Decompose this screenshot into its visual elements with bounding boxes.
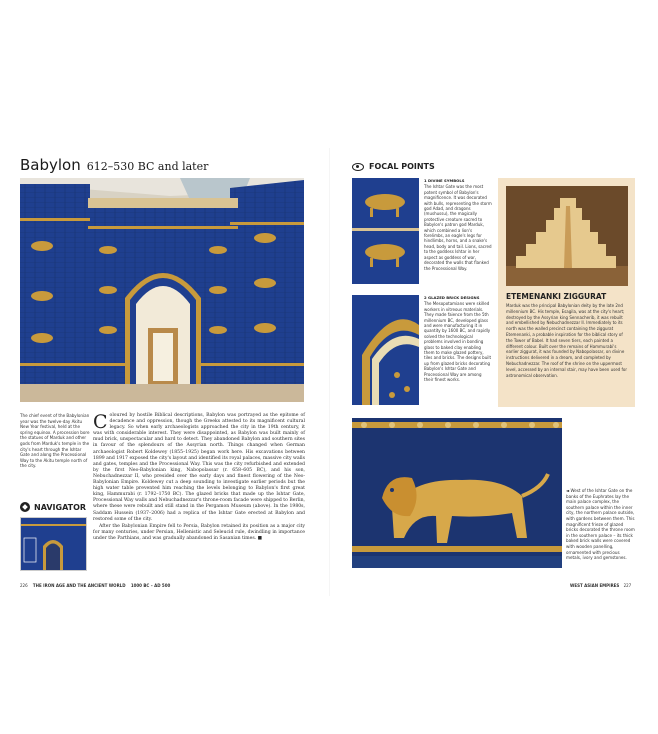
focal-point-2-title: 2 GLAZED BRICK DESIGNS: [424, 295, 480, 300]
left-running-dates: 1000 BC – AD 500: [130, 583, 171, 588]
end-mark: ■: [257, 535, 263, 541]
ziggurat-text: Marduk was the principal Babylonian deity by the late 2nd millennium BC. His temple, Esagila, was at the city's heart; destroyed by the Assyrian king Sennacherib, it was rebuilt and embellished by Nebuchadnezzar II. Immediately to its north was the walled precinct containing the ziggurat Etemenanki, a probable inspiration for the biblical story of the Tower of Babel. It had seven tiers, each painted a different colour. Built over the remains of Hammurabi's earlier ziggurat, it was founded by Nabopolassar, on divine instructions delivered in a dream, and completed by Nebuchadnezzar. The roof of the shrine on the uppermost level, accessed by an internal stair, may have been used for astronomical observation.: [506, 303, 627, 378]
title-text: Babylon: [20, 156, 81, 174]
focal-points-label: FOCAL POINTS: [369, 162, 435, 171]
eye-icon: [352, 163, 364, 171]
drop-cap: C: [93, 411, 108, 433]
bull-relief-illustration: [352, 178, 419, 284]
navigator-heading: [20, 502, 86, 512]
left-running-head: THE IRON AGE AND THE ANCIENT WORLD: [32, 583, 126, 588]
ishtar-gate-photo: [20, 178, 304, 402]
glazed-brick-photo: [352, 295, 419, 405]
divine-symbols-photo: [352, 178, 419, 284]
book-gutter: [329, 148, 330, 596]
ziggurat-model-illustration: [506, 186, 628, 286]
body-paragraph: [93, 524, 305, 542]
body-paragraph-1: oloured by hostile Biblical descriptions, Babylon was portrayed as the epitome of decadence and oppression, though the Greeks attested to its magnificent cultural legacy. So when early archaeologists approached the city in the 19th century, it was with considerable interest. They were disappointed, as Babylon was built mainly of mud brick, unspectacular and hard to detect. They abandoned Babylon and southern sites in favour of the splendours of the Assyrian north. Things changed when German archaeologist Robert Koldewey (1855–1925) began work here. His excavations between 1899 and 1917 exposed the city's layout and identified its royal palaces, massive city walls and gates, temples and the Processional Way. This was the city refurbished and extended by the first Neo-Babylonian king, Nabopolassar (r. 658–605 BC), and his son, Nebuchadnezzar II, who presided over the early days and finest flowering of the Neo-Babylonian Empire. Koldewey cut a deep sounding to investigate earlier periods but the high water table prevented him reaching the levels belonging to Babylon's first great king, Hammurabi (r. 1792–1750 BC). The glazed bricks that made up the Ishtar Gate, Processional Way walls and Nebuchadnezzar's throne-room facade were shipped to Berlin, where these were rebuilt and still stand in the Pergamon Museum (above). In the 1980s, Saddam Hussein (1937–2006) had a replica of the Ishtar Gate erected at Babylon and restored some of the city.: [93, 413, 305, 522]
title-dates: 612–530 BC and later: [86, 160, 209, 173]
focal-point-2: [424, 295, 492, 383]
right-running-head: WEST ASIAN EMPIRES: [570, 583, 620, 588]
main-body-text: [93, 413, 305, 543]
ishtar-gate-illustration: [20, 178, 304, 402]
navigator-label: NAVIGATOR: [34, 502, 87, 512]
body-paragraph: [93, 413, 305, 523]
focal-points-heading: [352, 162, 435, 171]
lion-frieze-caption: ◄ West of the Ishtar Gate on the banks of the Euphrates lay the main palace complex, the southern palace within the inner city, the northern palace outside, with gardens between them. This magnificent frieze of glazed bricks decorated the throne room in the southern palace – its thick baked brick walls were covered with wooden panelling, ornamented with precious metals, ivory and gemstones.: [566, 488, 635, 561]
right-page-number: 227: [623, 583, 632, 588]
left-folio: [20, 583, 170, 588]
gate-photo-caption: The chief event of the Babylonian year was the twelve-day Akitu New Year festival, held at the spring equinox. A procession bore the statues of Marduk and other gods from Marduk's temple in the city's heart through the Ishtar Gate and along the Processional Way to the Akitu temple north of the city.: [20, 413, 90, 469]
focal-point-1: [424, 178, 492, 271]
focal-point-1-title: 1 DIVINE SYMBOLS: [424, 178, 465, 183]
lion-frieze-photo: [352, 418, 562, 568]
focal-point-1-text: The Ishtar Gate was the most potent symbol of Babylon's magnificence. It was decorated with bulls, representing the storm god Adad, and dragons (mushussu), the magically protective creature sacred to Babylon's patron god Marduk, which combined a lion's forelimbs, an eagle's legs for hindlimbs, horns, and a snake's head, body and tail. Lions, sacred to the goddess Ishtar in her aspect as goddess of war, decorated the walls that flanked the Processional Way.: [424, 184, 492, 271]
right-folio: [570, 583, 631, 588]
glazed-brick-illustration: [352, 295, 419, 405]
navigator-thumbnail: [20, 517, 87, 571]
navigator-icon: [20, 502, 30, 512]
ziggurat-model-photo: [506, 186, 628, 286]
lion-frieze-illustration: [352, 418, 562, 568]
page-title: [20, 156, 208, 174]
ziggurat-title: ETEMENANKI ZIGGURAT: [506, 292, 607, 301]
left-page-number: 226: [20, 583, 28, 588]
focal-point-2-text: The Mesopotamians were skilled workers in vitreous materials. They made faience from the 5th millennium BC, developed glass and were manufacturing it in quantity by 1600 BC, and rapidly solved the technological problems involved in bonding glass to baked clay enabling them to make glazed pottery, tiles and bricks. The designs built up from glazed bricks decorating Babylon's Ishtar Gate and Processional Way are among their finest works.: [424, 301, 492, 383]
navigator-gate-illustration: [21, 518, 86, 570]
body-paragraph-2: After the Babylonian Empire fell to Persia, Babylon retained its position as a major city for many centuries, under Persian, Hellenistic and Seleucid rule, dwindling in importance under the Parthians, and was gradually abandoned in Sasanian times.: [93, 523, 305, 541]
